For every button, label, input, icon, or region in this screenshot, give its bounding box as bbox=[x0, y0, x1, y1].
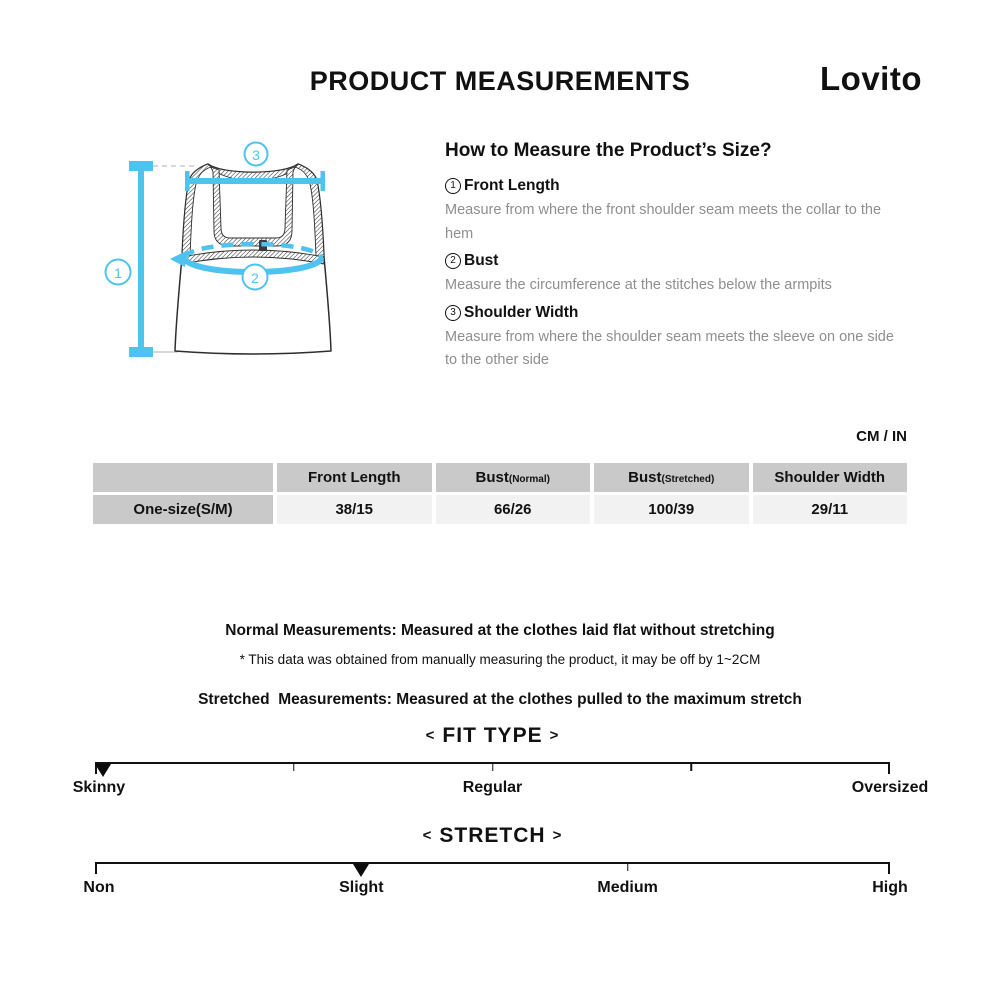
shoulder-cap-left bbox=[185, 171, 190, 191]
fit-label-oversized: Oversized bbox=[851, 779, 929, 796]
left-chevron: < bbox=[422, 827, 433, 844]
bust-arrow bbox=[170, 250, 188, 267]
measure-item-title bbox=[445, 250, 900, 272]
table-header-shoulder-width bbox=[753, 463, 908, 492]
circled-number-1: 1 bbox=[445, 178, 461, 194]
measure-item-label: Front Length bbox=[464, 177, 560, 194]
scale-title-text: STRETCH bbox=[439, 824, 546, 847]
table-row-header-size: One-size(S/M) bbox=[93, 495, 273, 524]
header-label: Front Length bbox=[308, 469, 401, 486]
brand-logo: Lovito bbox=[820, 60, 922, 97]
stretch-title bbox=[95, 824, 890, 851]
axis-tick bbox=[691, 762, 693, 771]
axis-tick bbox=[293, 762, 295, 771]
stretched-measurements-note: Stretched Measurements: Measured at the clothes pulled to the maximum stretch bbox=[198, 691, 802, 708]
fit-label-regular: Regular bbox=[462, 779, 523, 796]
measure-item-desc: Measure the circumference at the stitches below the armpits bbox=[445, 277, 832, 293]
garment-outline bbox=[175, 164, 331, 354]
page-title: PRODUCT MEASUREMENTS bbox=[309, 66, 691, 96]
marker-1: 1 bbox=[114, 265, 122, 281]
table-value-shoulder-width: 29/11 bbox=[753, 495, 908, 524]
table-header-bust-stretched bbox=[594, 463, 749, 492]
table-value-bust-normal: 66/26 bbox=[436, 495, 591, 524]
stretch-scale bbox=[83, 824, 908, 904]
axis-end-tick bbox=[888, 862, 890, 874]
header-label: Bust bbox=[475, 469, 509, 486]
stretch-label-high: High bbox=[872, 879, 908, 896]
disclaimer-note: * This data was obtained from manually measuring the product, it may be off by 1~2CM bbox=[239, 652, 761, 667]
front-length-cap-bottom bbox=[129, 347, 153, 357]
scale-title-text: FIT TYPE bbox=[442, 724, 543, 747]
axis-end-tick bbox=[95, 862, 97, 874]
stretch-label-slight: Slight bbox=[339, 879, 384, 896]
axis-end-tick bbox=[888, 762, 890, 774]
measure-item-label: Bust bbox=[464, 252, 499, 269]
right-chevron: > bbox=[549, 727, 560, 744]
table-value-front-length: 38/15 bbox=[277, 495, 432, 524]
marker-3: 3 bbox=[252, 147, 260, 163]
axis-tick bbox=[627, 862, 629, 871]
table-value-bust-stretched: 100/39 bbox=[594, 495, 749, 524]
measurements-table bbox=[93, 463, 907, 524]
unit-label: CM / IN bbox=[856, 428, 907, 445]
how-to-heading: How to Measure the Product’s Size? bbox=[445, 140, 772, 161]
axis-tick bbox=[492, 762, 494, 771]
fit-label-skinny: Skinny bbox=[72, 779, 126, 796]
fit-type-marker bbox=[95, 764, 111, 777]
fit-type-title bbox=[95, 724, 890, 751]
table-header-front-length bbox=[277, 463, 432, 492]
how-to-measure-section bbox=[445, 140, 900, 377]
fit-type-axis bbox=[72, 762, 929, 796]
circled-number-3: 3 bbox=[445, 305, 461, 321]
table-header-bust-normal bbox=[436, 463, 591, 492]
stretch-label-non: Non bbox=[83, 879, 115, 896]
front-length-cap-top bbox=[129, 161, 153, 171]
measure-item-desc: Measure from where the front shoulder seam meets the collar to the hem bbox=[445, 202, 882, 242]
header-sub: (Stretched) bbox=[661, 473, 715, 485]
normal-measurements-note: Normal Measurements: Measured at the clothes laid flat without stretching bbox=[225, 622, 775, 639]
header-label: Bust bbox=[628, 469, 662, 486]
fit-type-scale bbox=[72, 724, 929, 804]
circled-number-2: 2 bbox=[445, 253, 461, 269]
garment-diagram bbox=[88, 138, 372, 380]
stretch-marker bbox=[353, 864, 369, 877]
shoulder-cap-right bbox=[321, 171, 326, 191]
stretch-axis bbox=[83, 862, 908, 896]
table-corner-cell bbox=[93, 463, 273, 492]
measure-item-desc: Measure from where the shoulder seam meets the sleeve on one side to the other side bbox=[445, 328, 894, 368]
header-label: Shoulder Width bbox=[774, 469, 886, 486]
tank-top-illustration bbox=[88, 138, 372, 380]
header-sub: (Normal) bbox=[508, 473, 550, 485]
measure-item-title bbox=[445, 175, 900, 197]
stretch-label-medium: Medium bbox=[597, 879, 658, 896]
measure-item-label: Shoulder Width bbox=[464, 303, 579, 321]
right-chevron: > bbox=[552, 827, 563, 844]
left-chevron: < bbox=[425, 727, 436, 744]
marker-2: 2 bbox=[251, 270, 259, 286]
measure-item-title bbox=[445, 302, 900, 324]
